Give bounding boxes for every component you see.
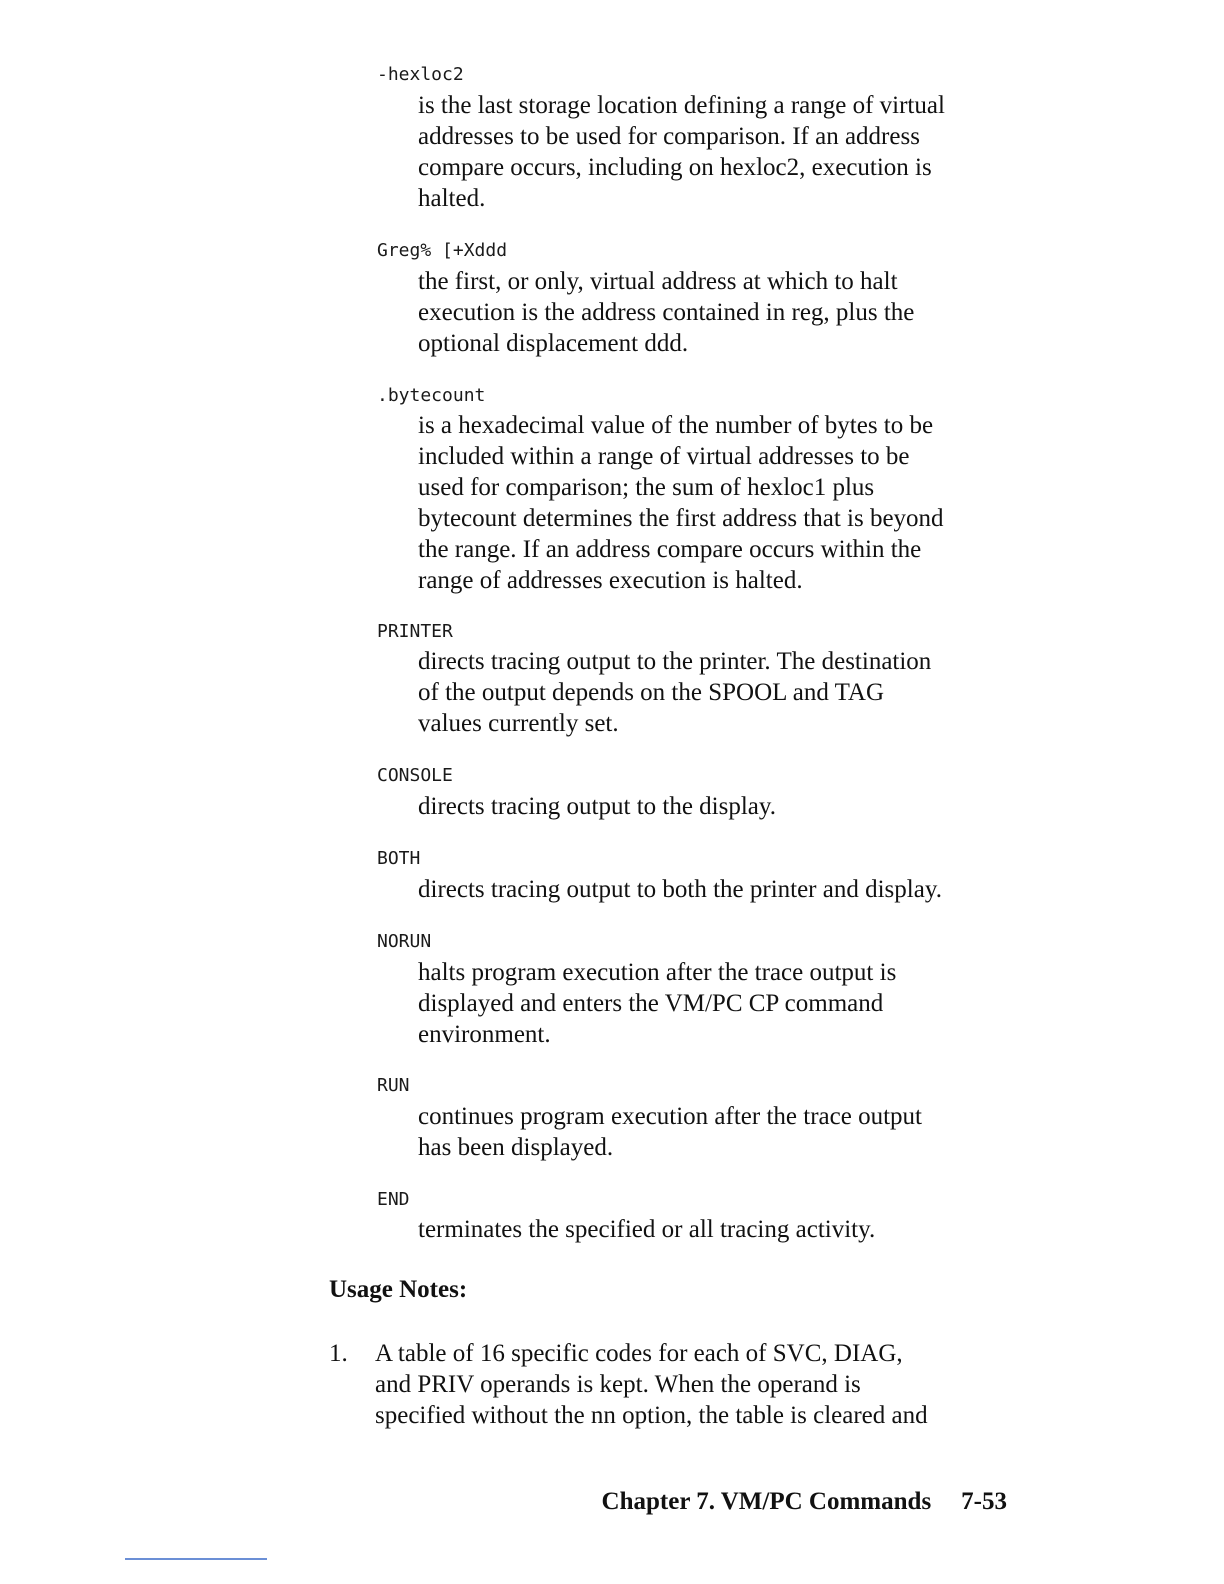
description-line: range of addresses execution is halted. — [418, 567, 803, 594]
operand-description — [418, 957, 1018, 1050]
operand-description — [418, 791, 1018, 822]
description-line: values currently set. — [418, 710, 619, 737]
description-line: environment. — [418, 1021, 551, 1048]
operand-term: -hexloc2 — [377, 64, 464, 85]
operand-term: BOTH — [377, 848, 421, 869]
usage-note-number: 1. — [329, 1340, 348, 1367]
operand-description — [418, 410, 1018, 596]
description-line: terminates the specified or all tracing activity. — [418, 1216, 876, 1243]
operand-description — [418, 90, 1018, 214]
operand-description — [418, 874, 1018, 905]
operand-description — [418, 1101, 1018, 1163]
operand-term: END — [377, 1189, 410, 1210]
operand-term: RUN — [377, 1075, 410, 1096]
operand-term: NORUN — [377, 931, 432, 952]
operand-term: .bytecount — [377, 385, 486, 406]
description-line: directs tracing output to the printer. The destination — [418, 648, 932, 675]
operand-description — [418, 646, 1018, 739]
usage-note-line: specified without the nn option, the table is cleared and — [375, 1402, 928, 1429]
description-line: optional displacement ddd. — [418, 330, 689, 357]
usage-note-line: A table of 16 specific codes for each of SVC, DIAG, — [375, 1340, 903, 1367]
description-line: included within a range of virtual addresses to be — [418, 443, 910, 470]
description-line: displayed and enters the VM/PC CP command — [418, 990, 884, 1017]
description-line: halted. — [418, 185, 486, 212]
description-line: directs tracing output to the display. — [418, 793, 777, 820]
footer-chapter-title: Chapter 7. VM/PC Commands — [601, 1488, 932, 1515]
operand-term: CONSOLE — [377, 765, 453, 786]
description-line: compare occurs, including on hexloc2, execution is — [418, 154, 932, 181]
usage-note-line: and PRIV operands is kept. When the operand is — [375, 1371, 861, 1398]
operand-term: Greg% [+Xddd — [377, 240, 508, 261]
operand-description — [418, 266, 1018, 359]
description-line: has been displayed. — [418, 1134, 614, 1161]
description-line: is a hexadecimal value of the number of bytes to be — [418, 412, 934, 439]
operand-description — [418, 1214, 1018, 1245]
description-line: directs tracing output to both the printer and display. — [418, 876, 942, 903]
description-line: used for comparison; the sum of hexloc1 plus — [418, 474, 875, 501]
description-line: addresses to be used for comparison. If an address — [418, 123, 920, 150]
description-line: the range. If an address compare occurs within the — [418, 536, 922, 563]
page-footer — [602, 1488, 1007, 1516]
operand-term: PRINTER — [377, 621, 453, 642]
description-line: of the output depends on the SPOOL and TAG — [418, 679, 885, 706]
description-line: halts program execution after the trace output is — [418, 959, 897, 986]
usage-notes-heading: Usage Notes: — [329, 1276, 468, 1303]
description-line: is the last storage location defining a range of virtual — [418, 92, 945, 119]
description-line: execution is the address contained in reg, plus the — [418, 299, 915, 326]
bottom-divider — [125, 1558, 267, 1560]
description-line: bytecount determines the first address that is beyond — [418, 505, 944, 532]
description-line: the first, or only, virtual address at which to halt — [418, 268, 898, 295]
usage-note-text — [375, 1338, 1015, 1431]
footer-page-number: 7-53 — [961, 1488, 1007, 1515]
description-line: continues program execution after the trace output — [418, 1103, 922, 1130]
